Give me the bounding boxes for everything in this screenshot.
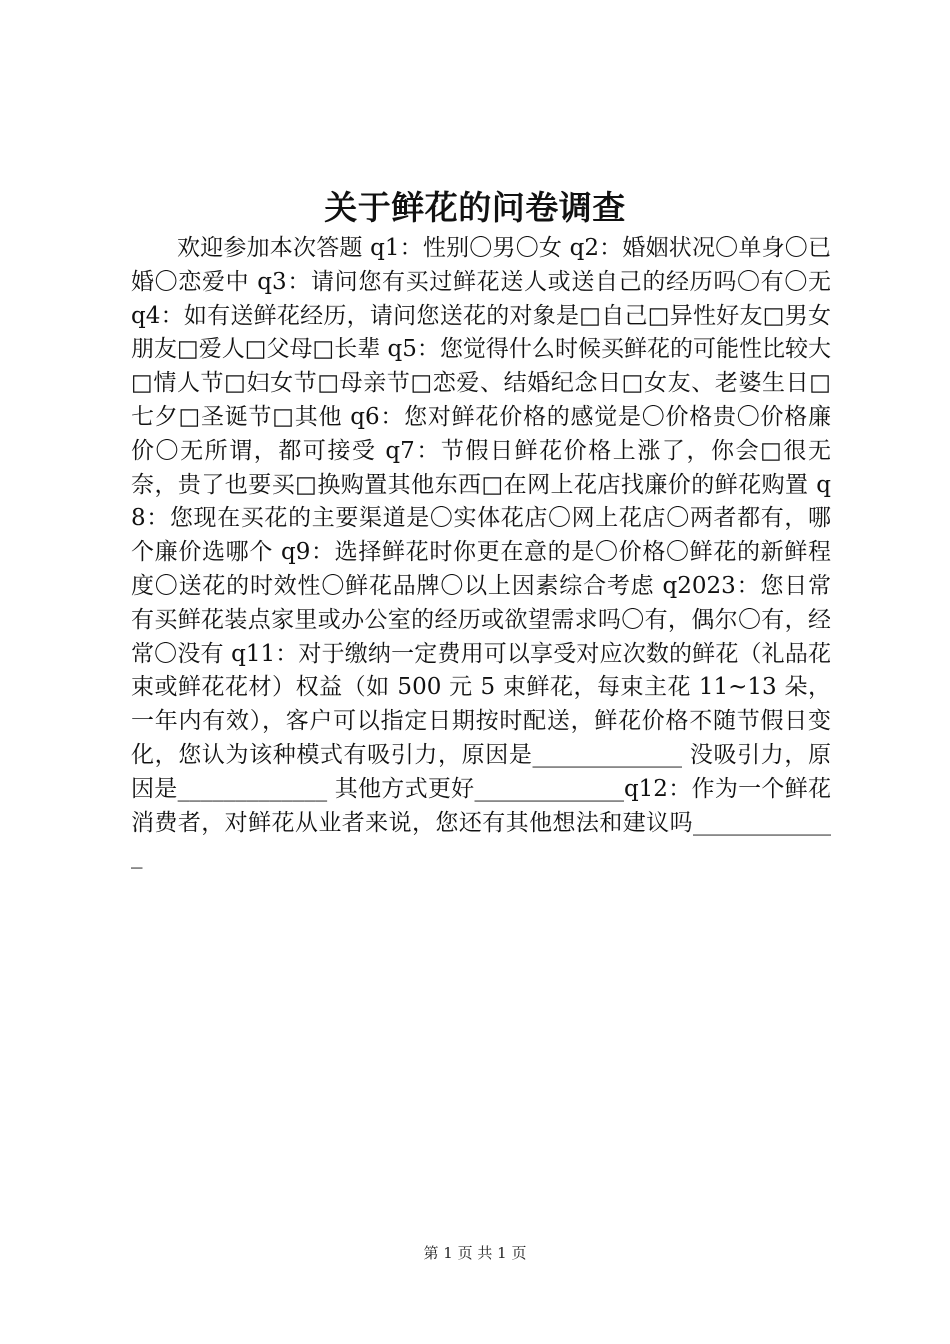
page-footer: 第 1 页 共 1 页 <box>423 1244 527 1262</box>
questionnaire-body: 欢迎参加本次答题 q1：性别〇男〇女 q2：婚姻状况〇单身〇已婚〇恋爱中 q3：请问您有买过鲜花送人或送自己的经历吗〇有〇无 q4：如有送鲜花经历，请问您送花的对象是□自己□异性好友□男女朋友□爱人□父母□长辈 q5：您觉得什么时候买鲜花的可能性比较大□情人节□妇女节□母亲节□恋爱、结婚纪念日□女友、老婆生日□七夕□圣诞节□其他 q6：您对鲜花价格的感觉是〇价格贵〇价格廉价〇无所谓，都可接受 q7：节假日鲜花价格上涨了，你会□很无奈，贵了也要买□换购置其他东西□在网上花店找廉价的鲜花购置 q8：您现在买花的主要渠道是〇实体花店〇网上花店〇两者都有，哪个廉价选哪个 q9：选择鲜花时你更在意的是〇价格〇鲜花的新鲜程度〇送花的时效性〇鲜花品牌〇以上因素综合考虑 q2023：您日常有买鲜花装点家里或办公室的经历或欲望需求吗〇有，偶尔〇有，经常〇没有 q11：对于缴纳一定费用可以享受对应次数的鲜花（礼品花束或鲜花花材）权益（如 500 元 5 束鲜花，每束主花 11~13 朵，一年内有效），客户可以指定日期按时配送，鲜花价格不随节假日变化，您认为该种模式有吸引力，原因是_____________ 没吸引力，原因是_____________ 其他方式更好_____________q12：作为一个鲜花消费者，对鲜花从业者来说，您还有其他想法和建议吗_____________ <box>131 235 831 870</box>
document-title: 关于鲜花的问卷调查 <box>324 188 626 227</box>
